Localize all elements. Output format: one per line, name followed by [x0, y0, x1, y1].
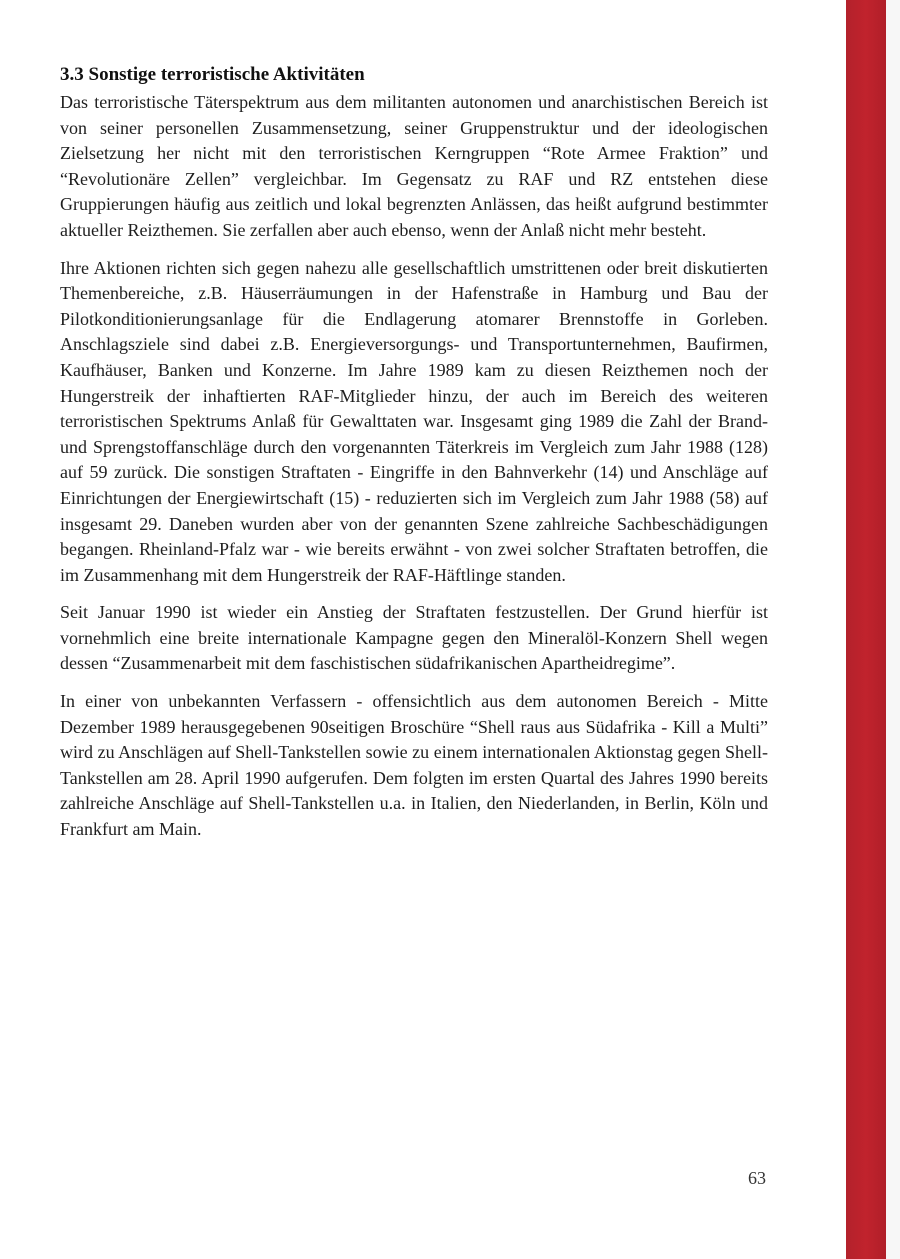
section-heading: 3.3 Sonstige terroristische Aktivitäten	[60, 64, 365, 85]
paragraph-1: Das terroristische Täterspektrum aus dem militanten autonomen und anarchistischen Bereich ist von seiner personellen Zusammensetzung, seiner Gruppenstruktur und der ideologischen Zielsetzung her nicht mit den terroristischen Kerngruppen “Rote Armee Fraktion” und “Revolutionäre Zellen” vergleichbar. Im Gegensatz zu RAF und RZ entstehen diese Gruppierungen häufig aus zeitlich und lokal begrenzten Anlässen, das heißt aufgrund bestimmter aktueller Reizthemen. Sie zerfallen aber auch ebenso, wenn der Anlaß nicht mehr besteht.	[60, 92, 768, 240]
page-number: 63	[748, 1168, 766, 1188]
paragraph-4: In einer von unbekannten Verfassern - offensichtlich aus dem autonomen Bereich - Mitte Dezember 1989 herausgegebenen 90seitigen Broschüre “Shell raus aus Südafrika - Kill a Multi” wird zu Anschlägen auf Shell-Tankstellen sowie zu einem internationalen Aktionstag gegen Shell-Tankstellen am 28. April 1990 aufgerufen. Dem folgten im ersten Quartal des Jahres 1990 bereits zahlreiche Anschläge auf Shell-Tankstellen u.a. in Italien, den Niederlanden, in Berlin, Köln und Frankfurt am Main.	[60, 691, 768, 840]
red-margin-band	[846, 0, 886, 1259]
document-body	[60, 62, 768, 855]
paragraph-3: Seit Januar 1990 ist wieder ein Anstieg der Straftaten festzustellen. Der Grund hierfür ist vornehmlich eine breite internationale Kampagne gegen den Mineralöl-Konzern Shell wegen dessen “Zusammenarbeit mit dem faschistischen südafrikanischen Apartheidregime”.	[60, 602, 768, 674]
page-edge	[886, 0, 900, 1259]
paragraph-2: Ihre Aktionen richten sich gegen nahezu alle gesellschaftlich umstrittenen oder breit diskutierten Themenbereiche, z.B. Häuserräumungen in der Hafenstraße in Hamburg und Bau der Pilotkonditionierungsanlage für die Endlagerung atomarer Brennstoffe in Gorleben. Anschlagsziele sind dabei z.B. Energieversorgungs- und Transportunternehmen, Baufirmen, Kaufhäuser, Banken und Konzerne. Im Jahre 1989 kam zu diesen Reizthemen noch der Hungerstreik der inhaftierten RAF-Mitglieder hinzu, der auch im Bereich des weiteren terroristischen Spektrums Anlaß für Gewalttaten war. Insgesamt ging 1989 die Zahl der Brand- und Sprengstoffanschläge durch den vorgenannten Täterkreis im Vergleich zum Jahr 1988 (128) auf 59 zurück. Die sonstigen Straftaten - Eingriffe in den Bahnverkehr (14) und Anschläge auf Einrichtungen der Energiewirtschaft (15) - reduzierten sich im Vergleich zum Jahr 1988 (58) auf insgesamt 29. Daneben wurden aber von der genannten Szene zahlreiche Sachbeschädigungen begangen. Rheinland-Pfalz war - wie bereits erwähnt - von zwei solcher Straftaten betroffen, die im Zusammenhang mit dem Hungerstreik der RAF-Häftlinge standen.	[60, 257, 768, 585]
